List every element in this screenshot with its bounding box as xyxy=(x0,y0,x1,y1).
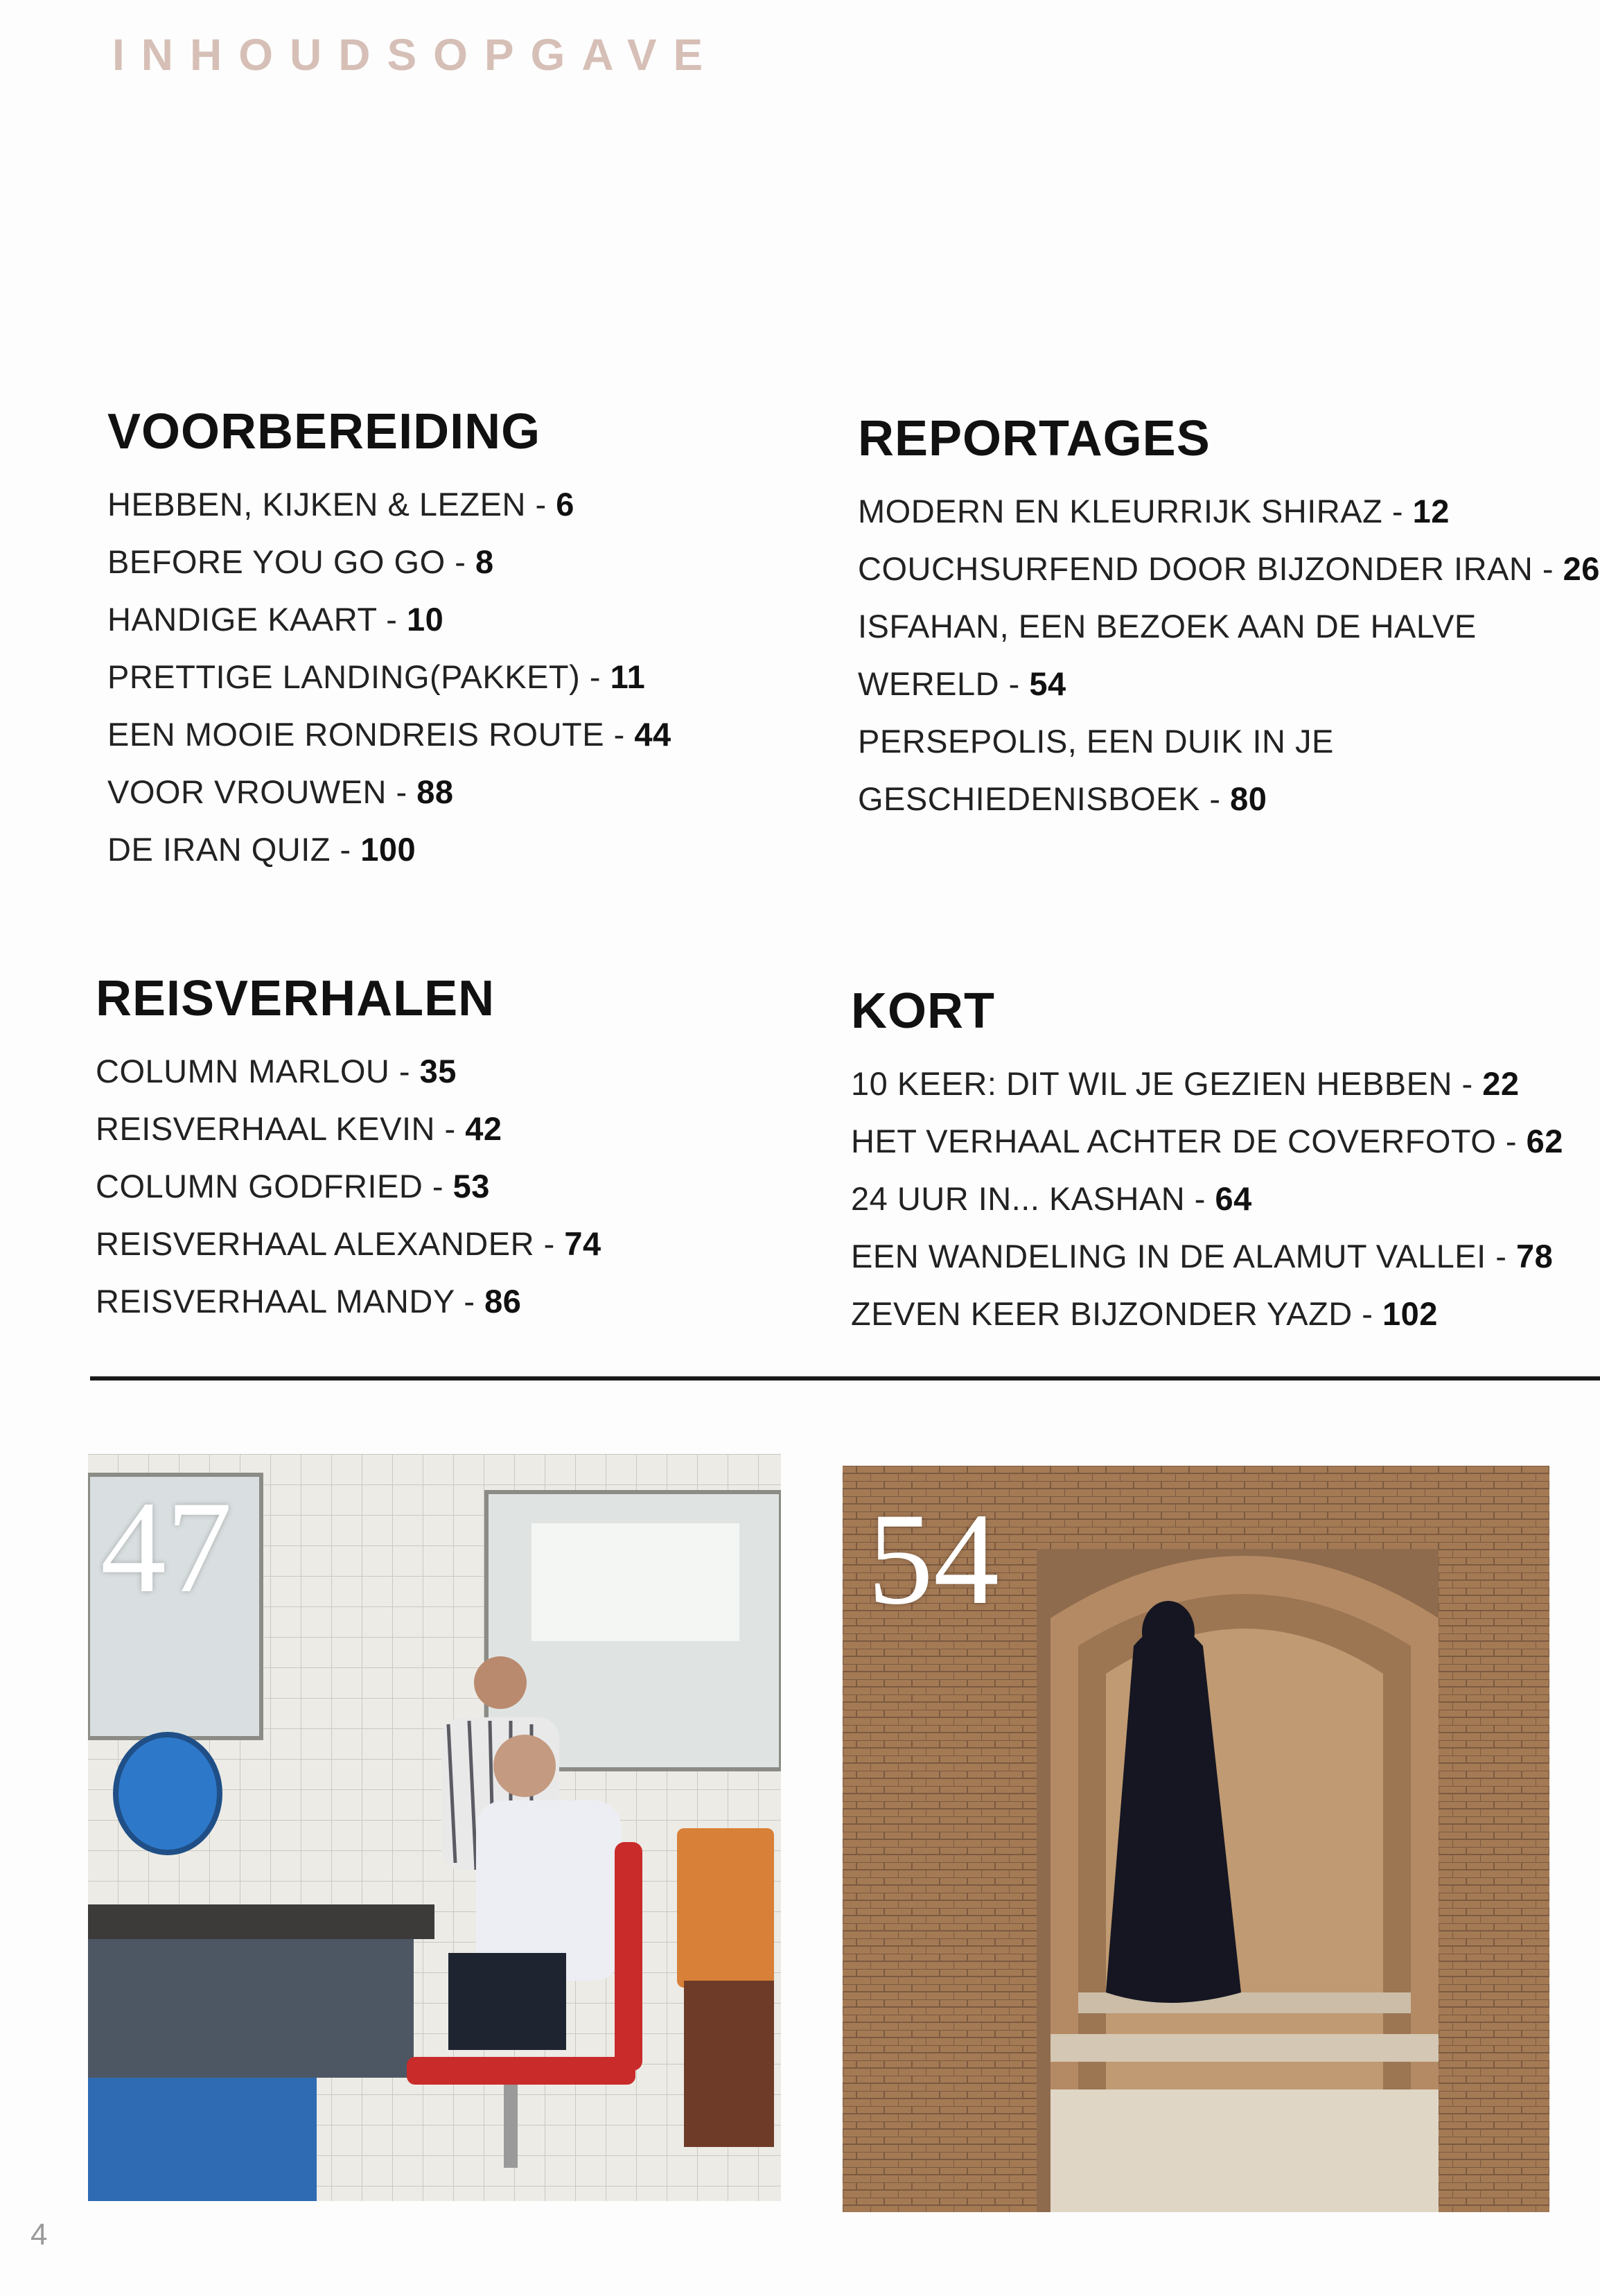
toc-entry[interactable] xyxy=(107,590,671,648)
toc-entry-page: 22 xyxy=(1482,1065,1520,1102)
toc-entry-separator: - xyxy=(1185,1180,1215,1217)
toc-entry[interactable] xyxy=(107,821,671,878)
toc-entry-page: 10 xyxy=(406,601,444,638)
toc-entry-page: 80 xyxy=(1230,780,1267,817)
toc-entry[interactable] xyxy=(96,1272,601,1330)
toc-entry-label: DE IRAN QUIZ xyxy=(107,831,331,868)
folio-page-number: 4 xyxy=(30,2218,48,2252)
toc-entry-label: 24 UUR IN... KASHAN xyxy=(851,1180,1186,1217)
toc-entry-separator: - xyxy=(525,486,556,523)
divider-rule xyxy=(90,1376,1600,1381)
toc-entry-separator: - xyxy=(1452,1065,1483,1102)
toc-entry-page: 62 xyxy=(1526,1123,1563,1159)
arcade-photo xyxy=(843,1466,1549,2212)
toc-entry-separator: - xyxy=(386,773,417,810)
toc-entry[interactable] xyxy=(851,1112,1563,1170)
toc-entry-page: 78 xyxy=(1516,1238,1554,1274)
toc-entry-label: MODERN EN KLEURRIJK SHIRAZ xyxy=(858,493,1383,529)
toc-entry-label: HANDIGE KAART xyxy=(107,601,377,638)
toc-entry-label: PRETTIGE LANDING(PAKKET) xyxy=(107,658,581,695)
toc-entry-separator: - xyxy=(423,1168,453,1204)
toc-entry-label: GESCHIEDENISBOEK xyxy=(858,780,1200,817)
toc-entry-page: 100 xyxy=(360,831,416,868)
toc-entry-label: REISVERHAAL KEVIN xyxy=(96,1110,435,1147)
section-reisverhalen xyxy=(96,970,601,1330)
toc-list xyxy=(851,1055,1563,1342)
toc-entry[interactable] xyxy=(107,648,671,706)
toc-entry-label: HET VERHAAL ACHTER DE COVERFOTO xyxy=(851,1123,1497,1159)
toc-entry-separator: - xyxy=(1496,1123,1527,1159)
toc-entry[interactable] xyxy=(851,1055,1563,1112)
toc-entry[interactable] xyxy=(107,763,671,821)
toc-entry-label: HEBBEN, KIJKEN & LEZEN xyxy=(107,486,526,523)
toc-entry[interactable] xyxy=(107,706,671,763)
toc-entry-separator: - xyxy=(580,658,610,695)
toc-entry-separator: - xyxy=(445,543,475,580)
toc-entry-label: COLUMN MARLOU xyxy=(96,1053,390,1089)
toc-entry-page: 64 xyxy=(1215,1180,1252,1217)
barbershop-photo xyxy=(88,1454,781,2201)
toc-entry-page: 74 xyxy=(564,1225,601,1262)
toc-entry-separator: - xyxy=(389,1053,420,1089)
toc-entry-label: REISVERHAAL MANDY xyxy=(96,1283,455,1320)
toc-entry-page: 88 xyxy=(416,773,454,810)
toc-entry-page: 53 xyxy=(452,1168,490,1204)
toc-entry[interactable] xyxy=(851,1170,1563,1227)
toc-entry-label: VOOR VROUWEN xyxy=(107,773,387,810)
toc-entry-separator: - xyxy=(376,601,407,638)
toc-entry-label: PERSEPOLIS, EEN DUIK IN JE xyxy=(858,723,1334,760)
toc-entry-separator: - xyxy=(999,665,1030,702)
toc-entry[interactable] xyxy=(96,1100,601,1157)
photo-page-number: 54 xyxy=(868,1487,999,1632)
toc-entry[interactable] xyxy=(107,533,671,590)
toc-entry[interactable] xyxy=(107,475,671,533)
toc-entry-label: EEN MOOIE RONDREIS ROUTE xyxy=(107,716,605,753)
toc-entry[interactable] xyxy=(858,712,1600,770)
toc-entry[interactable] xyxy=(851,1285,1563,1342)
toc-entry[interactable] xyxy=(858,482,1600,540)
toc-entry-page: 11 xyxy=(610,658,646,695)
toc-entry[interactable] xyxy=(96,1157,601,1215)
toc-entry-separator: - xyxy=(1352,1295,1383,1332)
toc-entry-page: 26 xyxy=(1563,550,1600,587)
section-title: REPORTAGES xyxy=(858,411,1211,466)
toc-entry[interactable] xyxy=(858,770,1600,827)
toc-entry[interactable] xyxy=(858,655,1600,712)
toc-entry-separator: - xyxy=(604,716,635,753)
toc-entry-page: 12 xyxy=(1412,493,1450,529)
toc-entry-separator: - xyxy=(1382,493,1413,529)
toc-entry-label: COUCHSURFEND DOOR BIJZONDER IRAN xyxy=(858,550,1533,587)
toc-entry-label: COLUMN GODFRIED xyxy=(96,1168,423,1204)
toc-entry-label: EEN WANDELING IN DE ALAMUT VALLEI xyxy=(851,1238,1486,1274)
toc-entry-page: 54 xyxy=(1029,665,1066,702)
toc-entry-separator: - xyxy=(534,1225,565,1262)
toc-list xyxy=(96,1042,601,1330)
toc-entry-page: 35 xyxy=(419,1053,457,1089)
toc-entry-page: 102 xyxy=(1382,1295,1438,1332)
section-title: REISVERHALEN xyxy=(96,971,495,1026)
toc-entry-page: 86 xyxy=(484,1283,522,1320)
toc-entry-page: 42 xyxy=(465,1110,502,1147)
toc-entry-separator: - xyxy=(1533,550,1563,587)
toc-entry-separator: - xyxy=(434,1110,466,1147)
toc-entry-separator: - xyxy=(1199,780,1231,817)
toc-entry-page: 8 xyxy=(475,543,494,580)
toc-entry[interactable] xyxy=(851,1227,1563,1285)
section-voorbereiding xyxy=(107,403,671,878)
section-reportages xyxy=(858,410,1600,827)
toc-entry[interactable] xyxy=(96,1215,601,1272)
toc-entry-separator: - xyxy=(1486,1238,1516,1274)
toc-entry-label: ZEVEN KEER BIJZONDER YAZD xyxy=(851,1295,1353,1332)
toc-entry-label: BEFORE YOU GO GO xyxy=(107,543,446,580)
toc-entry[interactable] xyxy=(858,597,1600,655)
section-kort xyxy=(851,983,1563,1342)
toc-list xyxy=(858,482,1600,827)
toc-entry-label: REISVERHAAL ALEXANDER xyxy=(96,1225,535,1262)
toc-list xyxy=(107,475,671,878)
toc-entry-separator: - xyxy=(330,831,361,868)
toc-entry-page: 6 xyxy=(556,486,574,523)
toc-entry-label: WERELD xyxy=(858,665,1000,702)
toc-entry-page: 44 xyxy=(634,716,671,753)
toc-entry-separator: - xyxy=(454,1283,485,1320)
page-header-title: INHOUDSOPGAVE xyxy=(112,30,720,80)
toc-entry[interactable] xyxy=(858,540,1600,597)
toc-entry-label: 10 KEER: DIT WIL JE GEZIEN HEBBEN xyxy=(851,1065,1452,1102)
section-title: VOORBEREIDING xyxy=(107,404,541,459)
photo-page-number: 47 xyxy=(100,1475,232,1620)
toc-entry[interactable] xyxy=(96,1042,601,1100)
section-title: KORT xyxy=(851,983,995,1039)
toc-entry-label: ISFAHAN, EEN BEZOEK AAN DE HALVE xyxy=(858,608,1477,645)
